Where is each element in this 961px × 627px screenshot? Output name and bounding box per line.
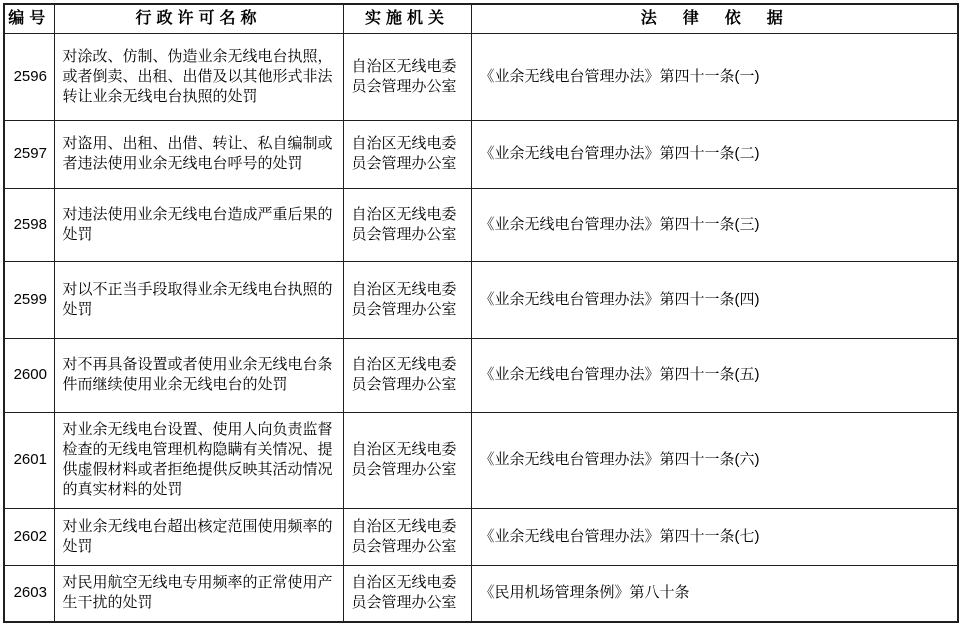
- table-row: [4, 188, 958, 261]
- table-row: [4, 120, 958, 188]
- table-row: [4, 33, 958, 120]
- cell-legal-basis: 《业余无线电台管理办法》第四十一条(七): [471, 508, 958, 565]
- cell-permit-name: 对不再具备设置或者使用业余无线电台条件而继续使用业余无线电台的处罚: [54, 338, 343, 412]
- column-header-id: 编号: [4, 4, 54, 33]
- header-row: [4, 4, 958, 33]
- cell-permit-name: 对盗用、出租、出借、转让、私自编制或者违法使用业余无线电台呼号的处罚: [54, 120, 343, 188]
- cell-id: 2602: [4, 508, 54, 565]
- column-header-agency: 实施机关: [343, 4, 471, 33]
- cell-id: 2596: [4, 33, 54, 120]
- cell-agency: 自治区无线电委员会管理办公室: [343, 412, 471, 508]
- cell-agency: 自治区无线电委员会管理办公室: [343, 120, 471, 188]
- cell-permit-name: 对业余无线电台设置、使用人向负责监督检查的无线电管理机构隐瞒有关情况、提供虚假材料或者拒绝提供反映其活动情况的真实材料的处罚: [54, 412, 343, 508]
- cell-permit-name: 对以不正当手段取得业余无线电台执照的处罚: [54, 261, 343, 338]
- cell-agency: 自治区无线电委员会管理办公室: [343, 338, 471, 412]
- cell-permit-name: 对涂改、仿制、伪造业余无线电台执照，或者倒卖、出租、出借及以其他形式非法转让业余无线电台执照的处罚: [54, 33, 343, 120]
- cell-legal-basis: 《业余无线电台管理办法》第四十一条(六): [471, 412, 958, 508]
- table-row: [4, 338, 958, 412]
- cell-agency: 自治区无线电委员会管理办公室: [343, 261, 471, 338]
- cell-legal-basis: 《业余无线电台管理办法》第四十一条(四): [471, 261, 958, 338]
- cell-agency: 自治区无线电委员会管理办公室: [343, 508, 471, 565]
- cell-id: 2599: [4, 261, 54, 338]
- cell-agency: 自治区无线电委员会管理办公室: [343, 188, 471, 261]
- cell-agency: 自治区无线电委员会管理办公室: [343, 33, 471, 120]
- table-row: [4, 508, 958, 565]
- permits-table: [3, 3, 959, 623]
- cell-id: 2597: [4, 120, 54, 188]
- cell-id: 2598: [4, 188, 54, 261]
- cell-permit-name: 对民用航空无线电专用频率的正常使用产生干扰的处罚: [54, 565, 343, 622]
- cell-legal-basis: 《业余无线电台管理办法》第四十一条(三): [471, 188, 958, 261]
- cell-id: 2600: [4, 338, 54, 412]
- cell-legal-basis: 《业余无线电台管理办法》第四十一条(五): [471, 338, 958, 412]
- table-row: [4, 412, 958, 508]
- column-header-legal-basis: 法 律 依 据: [471, 4, 958, 33]
- cell-id: 2601: [4, 412, 54, 508]
- cell-permit-name: 对违法使用业余无线电台造成严重后果的处罚: [54, 188, 343, 261]
- cell-legal-basis: 《业余无线电台管理办法》第四十一条(二): [471, 120, 958, 188]
- table-row: [4, 565, 958, 622]
- cell-agency: 自治区无线电委员会管理办公室: [343, 565, 471, 622]
- cell-legal-basis: 《民用机场管理条例》第八十条: [471, 565, 958, 622]
- cell-legal-basis: 《业余无线电台管理办法》第四十一条(一): [471, 33, 958, 120]
- cell-permit-name: 对业余无线电台超出核定范围使用频率的处罚: [54, 508, 343, 565]
- table-row: [4, 261, 958, 338]
- cell-id: 2603: [4, 565, 54, 622]
- column-header-permit-name: 行政许可名称: [54, 4, 343, 33]
